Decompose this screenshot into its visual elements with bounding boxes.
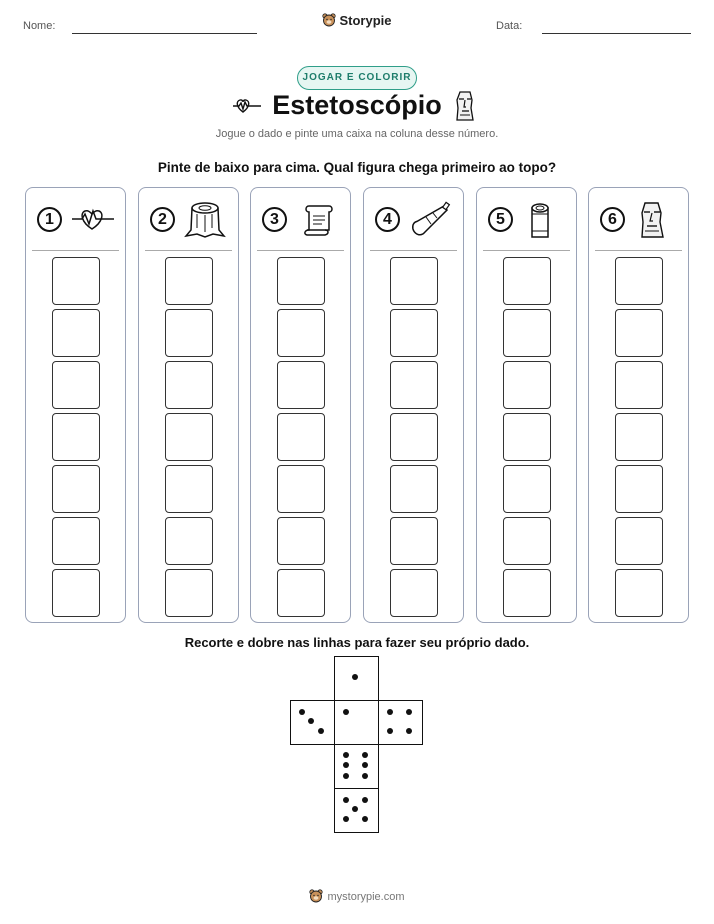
color-box[interactable] — [615, 413, 663, 461]
color-box[interactable] — [390, 465, 438, 513]
brand-name: Storypie — [339, 13, 392, 28]
column-4 — [363, 187, 464, 623]
footer — [0, 889, 714, 903]
color-box[interactable] — [503, 413, 551, 461]
color-box[interactable] — [165, 413, 213, 461]
page-title: Estetoscópio — [272, 90, 442, 120]
die-pip — [362, 773, 368, 779]
column-number: 1 — [37, 207, 62, 232]
name-line — [72, 33, 257, 34]
column-number: 2 — [150, 207, 175, 232]
die-pip — [362, 752, 368, 758]
color-box[interactable] — [503, 257, 551, 305]
name-label: Nome: — [23, 20, 56, 32]
column-divider — [145, 250, 232, 251]
color-box[interactable] — [52, 569, 100, 617]
color-box[interactable] — [390, 361, 438, 409]
die-pip — [362, 762, 368, 768]
die-face — [334, 744, 379, 789]
die-pip — [352, 806, 358, 812]
color-box[interactable] — [165, 517, 213, 565]
bear-logo-icon — [322, 13, 336, 27]
color-box[interactable] — [503, 465, 551, 513]
column-number: 6 — [600, 207, 625, 232]
color-box[interactable] — [165, 361, 213, 409]
color-box[interactable] — [52, 257, 100, 305]
color-box[interactable] — [277, 257, 325, 305]
column-number: 4 — [375, 207, 400, 232]
tree-stump-icon — [183, 200, 229, 240]
color-box[interactable] — [52, 413, 100, 461]
paper-roll-icon — [521, 200, 567, 240]
bear-logo-icon — [309, 889, 323, 903]
color-box[interactable] — [165, 309, 213, 357]
color-box[interactable] — [52, 309, 100, 357]
cut-instruction: Recorte e dobre nas linhas para fazer seu próprio dado. — [184, 635, 530, 650]
color-box[interactable] — [615, 257, 663, 305]
moai-icon — [633, 200, 679, 240]
instruction-text: Pinte de baixo para cima. Qual figura chega primeiro ao topo? — [157, 160, 557, 175]
column-number: 5 — [488, 207, 513, 232]
column-3 — [250, 187, 351, 623]
color-box[interactable] — [52, 517, 100, 565]
column-number: 3 — [262, 207, 287, 232]
die-pip — [362, 816, 368, 822]
column-1 — [25, 187, 126, 623]
die-pip — [343, 752, 349, 758]
horn-icon — [408, 200, 454, 238]
die-pip — [387, 709, 393, 715]
heartbeat-icon — [70, 200, 116, 236]
color-box[interactable] — [390, 569, 438, 617]
die-pip — [387, 728, 393, 734]
color-box[interactable] — [390, 257, 438, 305]
color-box[interactable] — [615, 569, 663, 617]
die-pip — [362, 797, 368, 803]
color-box[interactable] — [165, 465, 213, 513]
color-box[interactable] — [390, 413, 438, 461]
die-pip — [406, 728, 412, 734]
die-face — [334, 788, 379, 833]
color-box[interactable] — [52, 465, 100, 513]
color-box[interactable] — [615, 465, 663, 513]
die-pip — [318, 728, 324, 734]
die-pip — [343, 773, 349, 779]
die-face — [334, 656, 379, 701]
color-box[interactable] — [503, 309, 551, 357]
moai-icon — [453, 90, 477, 122]
scroll-icon — [295, 200, 341, 238]
die-face — [378, 700, 423, 745]
color-box[interactable] — [615, 309, 663, 357]
subtitle: Jogue o dado e pinte uma caixa na coluna desse número. — [215, 128, 499, 140]
color-box[interactable] — [503, 517, 551, 565]
column-divider — [257, 250, 344, 251]
die-pip — [308, 718, 314, 724]
color-box[interactable] — [615, 517, 663, 565]
color-box[interactable] — [277, 361, 325, 409]
color-box[interactable] — [277, 413, 325, 461]
die-pip — [343, 762, 349, 768]
column-6 — [588, 187, 689, 623]
color-box[interactable] — [165, 569, 213, 617]
color-box[interactable] — [277, 569, 325, 617]
color-box[interactable] — [390, 309, 438, 357]
color-box[interactable] — [390, 517, 438, 565]
color-box[interactable] — [52, 361, 100, 409]
die-pip — [299, 709, 305, 715]
color-box[interactable] — [503, 569, 551, 617]
activity-badge: JOGAR E COLORIR — [297, 66, 417, 90]
column-5 — [476, 187, 577, 623]
column-divider — [32, 250, 119, 251]
column-2 — [138, 187, 239, 623]
date-label: Data: — [496, 20, 523, 32]
die-pip — [406, 709, 412, 715]
brand-logo — [0, 13, 714, 28]
column-divider — [370, 250, 457, 251]
die-pip — [352, 674, 358, 680]
color-box[interactable] — [165, 257, 213, 305]
die-pip — [343, 797, 349, 803]
column-divider — [595, 250, 682, 251]
date-line — [542, 33, 691, 34]
color-box[interactable] — [503, 361, 551, 409]
color-box[interactable] — [615, 361, 663, 409]
die-face — [334, 700, 379, 745]
column-divider — [483, 250, 570, 251]
die-pip — [343, 816, 349, 822]
die-pip — [343, 709, 349, 715]
color-box[interactable] — [277, 465, 325, 513]
die-face — [290, 700, 335, 745]
footer-url[interactable]: mystorypie.com — [327, 891, 405, 903]
color-box[interactable] — [277, 309, 325, 357]
color-box[interactable] — [277, 517, 325, 565]
